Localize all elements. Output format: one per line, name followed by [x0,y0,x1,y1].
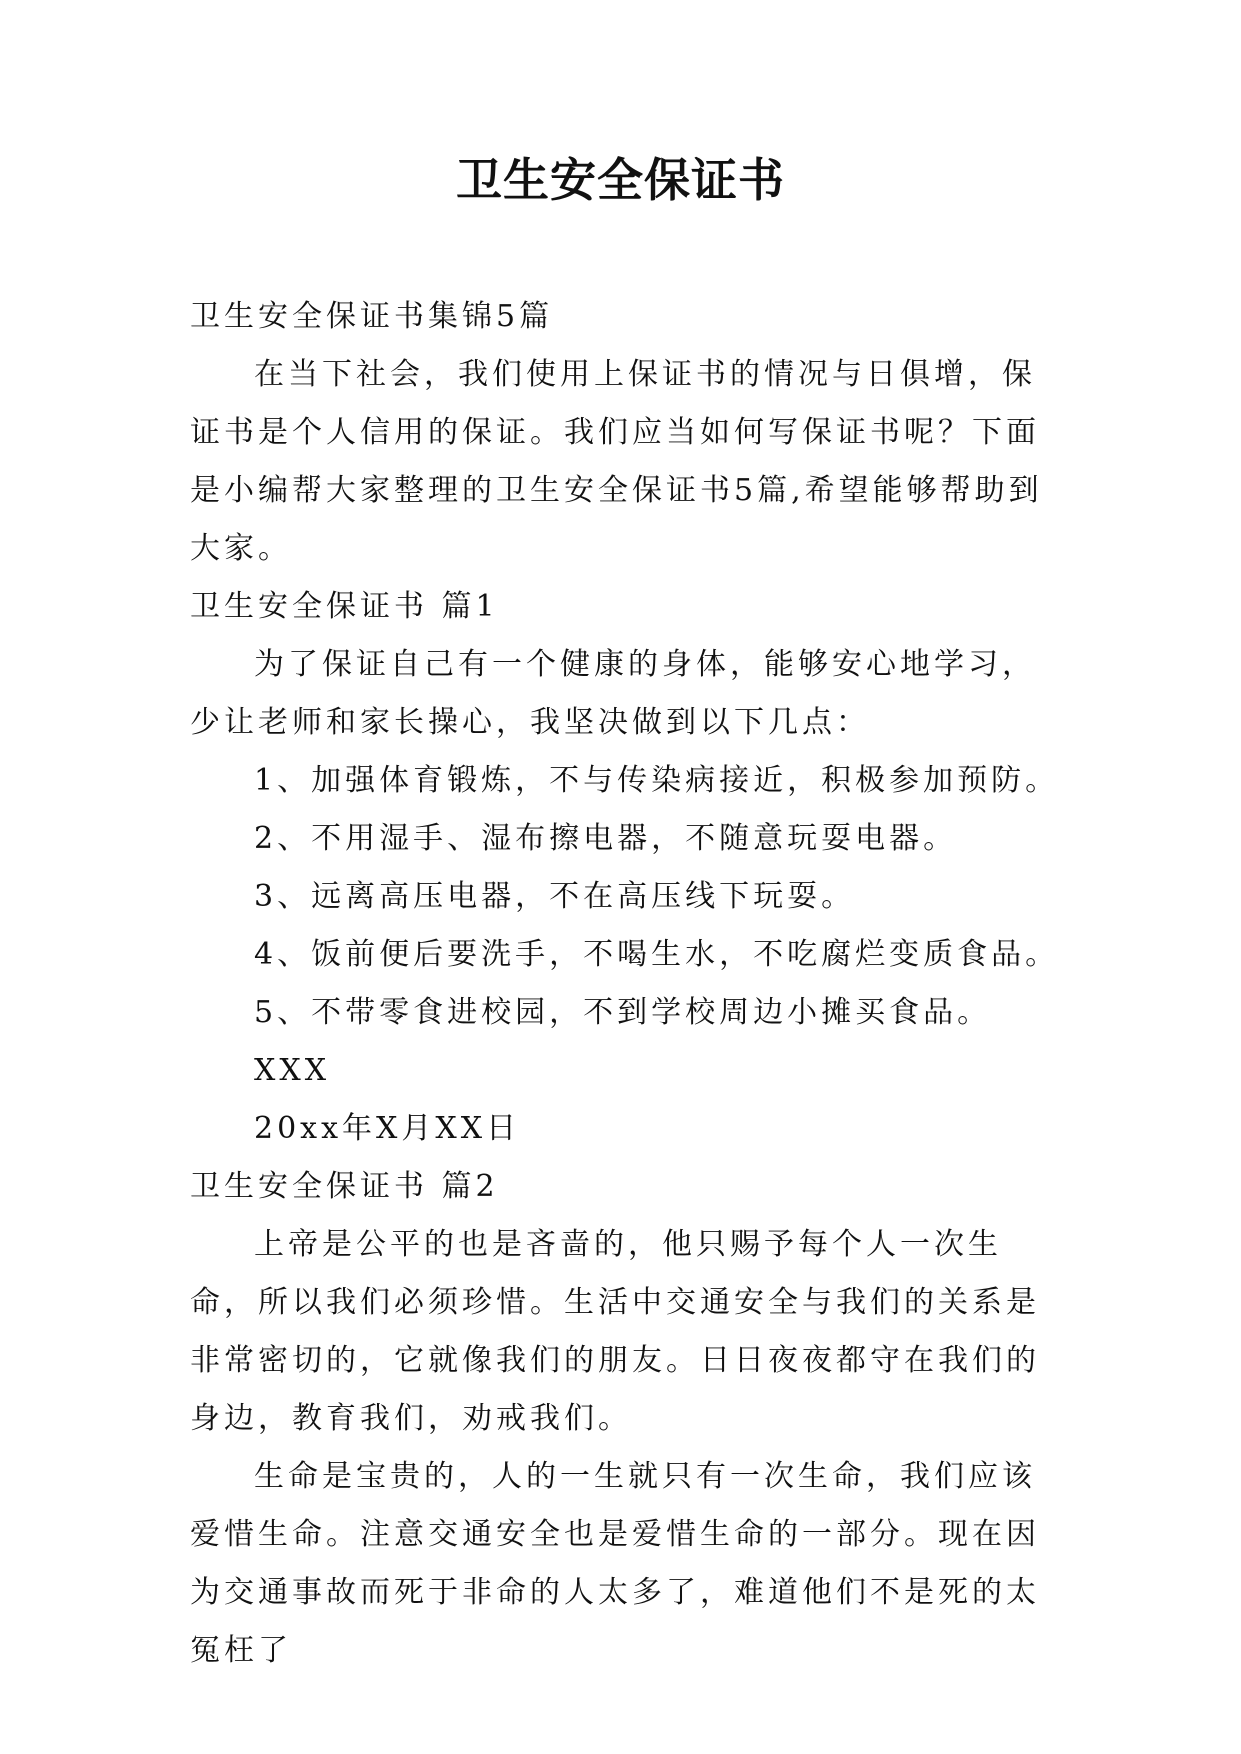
document-body [190,288,1060,1680]
section-2-paragraph-2: 生命是宝贵的，人的一生就只有一次生命，我们应该爱惜生命。注意交通安全也是爱惜生命的一部分。现在因为交通事故而死于非命的人太多了，难道他们不是死的太冤枉了 [190,1459,1040,1668]
section-1-opening: 为了保证自己有一个健康的身体，能够安心地学习，少让老师和家长操心，我坚决做到以下几点： [190,647,1036,740]
list-item: 5、不带零食进校园，不到学校周边小摊买食品。 [254,995,992,1030]
list-item: 1、加强体育锻炼，不与传染病接近，积极参加预防。 [254,763,1060,798]
section-2-paragraph-1: 上帝是公平的也是吝啬的，他只赐予每个人一次生命，所以我们必须珍惜。生活中交通安全与我们的关系是非常密切的，它就像我们的朋友。日日夜夜都守在我们的身边，教育我们，劝戒我们。 [190,1227,1040,1436]
section-2-heading: 卫生安全保证书 篇2 [190,1169,499,1204]
list-item: 2、不用湿手、湿布擦电器，不随意玩耍电器。 [254,821,958,856]
signature: XXX [254,1053,331,1088]
list-item: 3、远离高压电器，不在高压线下玩耍。 [254,879,856,914]
date: 20xx年X月XX日 [254,1111,521,1146]
section-1-heading: 卫生安全保证书 篇1 [190,589,499,624]
document-title: 卫生安全保证书 [456,153,785,207]
document-subtitle: 卫生安全保证书集锦5篇 [190,299,554,334]
list-item: 4、饭前便后要洗手，不喝生水，不吃腐烂变质食品。 [254,937,1060,972]
intro-paragraph: 在当下社会，我们使用上保证书的情况与日俱增，保证书是个人信用的保证。我们应当如何写保证书呢？下面是小编帮大家整理的卫生安全保证书5篇,希望能够帮助到大家。 [190,357,1043,566]
